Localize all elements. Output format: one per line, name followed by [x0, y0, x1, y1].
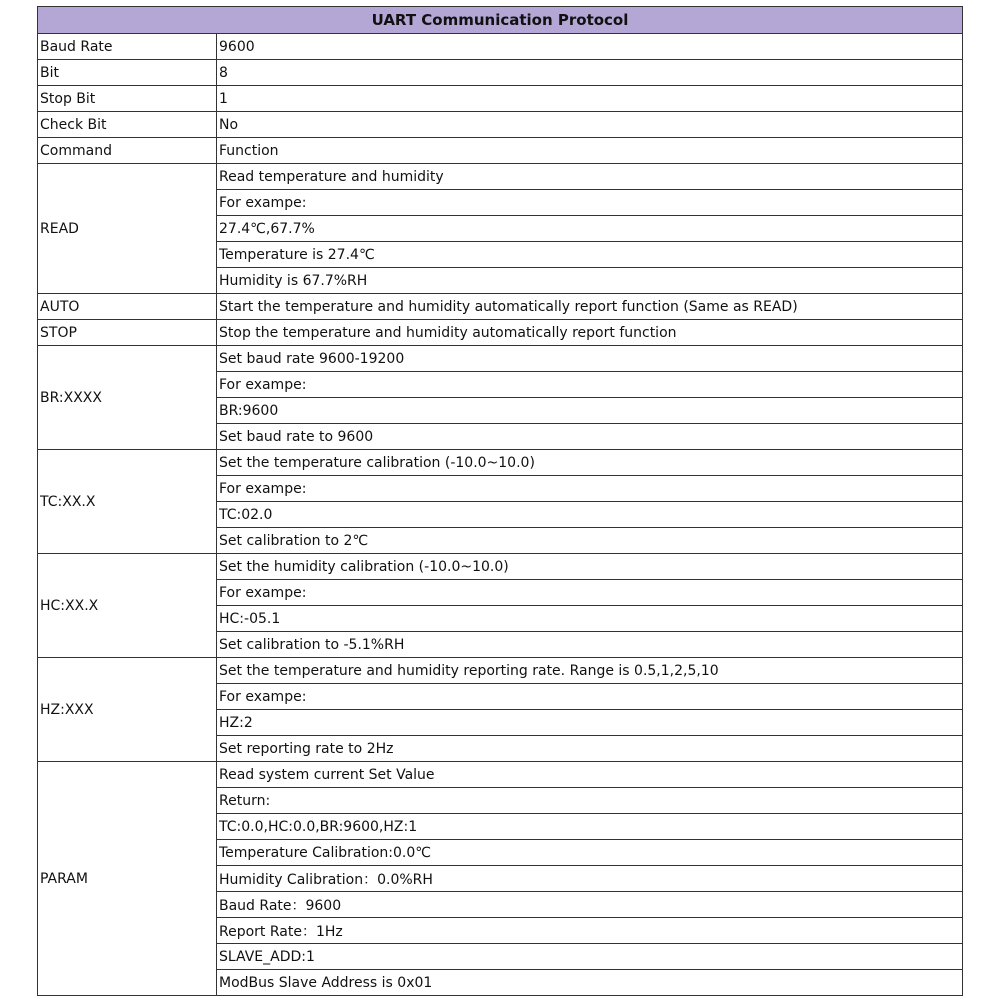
- table-row: [38, 450, 963, 476]
- value-cell: For exampe:: [217, 476, 963, 502]
- value-cell: TC:0.0,HC:0.0,BR:9600,HZ:1: [217, 814, 963, 840]
- param-cell: PARAM: [38, 762, 217, 996]
- param-cell: Stop Bit: [38, 86, 217, 112]
- value-cell: HZ:2: [217, 710, 963, 736]
- protocol-table: [37, 6, 963, 996]
- value-cell: Humidity is 67.7%RH: [217, 268, 963, 294]
- param-cell: Baud Rate: [38, 34, 217, 60]
- param-cell: Command: [38, 138, 217, 164]
- value-cell: Function: [217, 138, 963, 164]
- value-cell: Set the temperature calibration (-10.0~10.0): [217, 450, 963, 476]
- value-cell: SLAVE_ADD:1: [217, 944, 963, 970]
- value-cell: For exampe:: [217, 684, 963, 710]
- table-row: [38, 554, 963, 580]
- value-cell: For exampe:: [217, 372, 963, 398]
- value-cell: 9600: [217, 34, 963, 60]
- value-cell: Read temperature and humidity: [217, 164, 963, 190]
- table-row: [38, 34, 963, 60]
- value-cell: Humidity Calibration：0.0%RH: [217, 866, 963, 892]
- param-cell: READ: [38, 164, 217, 294]
- value-cell: Temperature Calibration:0.0℃: [217, 840, 963, 866]
- value-cell: Read system current Set Value: [217, 762, 963, 788]
- value-cell: Baud Rate：9600: [217, 892, 963, 918]
- param-cell: STOP: [38, 320, 217, 346]
- value-cell: No: [217, 112, 963, 138]
- param-cell: AUTO: [38, 294, 217, 320]
- value-cell: ModBus Slave Address is 0x01: [217, 970, 963, 996]
- table-body: [38, 34, 963, 996]
- value-cell: Set the temperature and humidity reporting rate. Range is 0.5,1,2,5,10: [217, 658, 963, 684]
- value-cell: Set reporting rate to 2Hz: [217, 736, 963, 762]
- value-cell: Start the temperature and humidity automatically report function (Same as READ): [217, 294, 963, 320]
- value-cell: Set baud rate to 9600: [217, 424, 963, 450]
- value-cell: TC:02.0: [217, 502, 963, 528]
- table-row: [38, 762, 963, 788]
- value-cell: Set calibration to -5.1%RH: [217, 632, 963, 658]
- title-row: [38, 7, 963, 34]
- table-row: [38, 294, 963, 320]
- table-row: [38, 86, 963, 112]
- value-cell: HC:-05.1: [217, 606, 963, 632]
- table-row: [38, 346, 963, 372]
- value-cell: Set baud rate 9600-19200: [217, 346, 963, 372]
- table-title: UART Communication Protocol: [38, 7, 963, 34]
- table-row: [38, 60, 963, 86]
- table-row: [38, 658, 963, 684]
- value-cell: Report Rate：1Hz: [217, 918, 963, 944]
- param-cell: TC:XX.X: [38, 450, 217, 554]
- value-cell: 1: [217, 86, 963, 112]
- value-cell: Set calibration to 2℃: [217, 528, 963, 554]
- value-cell: Stop the temperature and humidity automatically report function: [217, 320, 963, 346]
- param-cell: Check Bit: [38, 112, 217, 138]
- value-cell: Return:: [217, 788, 963, 814]
- table-row: [38, 320, 963, 346]
- value-cell: For exampe:: [217, 580, 963, 606]
- value-cell: 27.4℃,67.7%: [217, 216, 963, 242]
- value-cell: BR:9600: [217, 398, 963, 424]
- param-cell: BR:XXXX: [38, 346, 217, 450]
- param-cell: HC:XX.X: [38, 554, 217, 658]
- table-row: [38, 138, 963, 164]
- param-cell: Bit: [38, 60, 217, 86]
- value-cell: Set the humidity calibration (-10.0~10.0): [217, 554, 963, 580]
- value-cell: 8: [217, 60, 963, 86]
- value-cell: For exampe:: [217, 190, 963, 216]
- table-row: [38, 164, 963, 190]
- param-cell: HZ:XXX: [38, 658, 217, 762]
- value-cell: Temperature is 27.4℃: [217, 242, 963, 268]
- table-row: [38, 112, 963, 138]
